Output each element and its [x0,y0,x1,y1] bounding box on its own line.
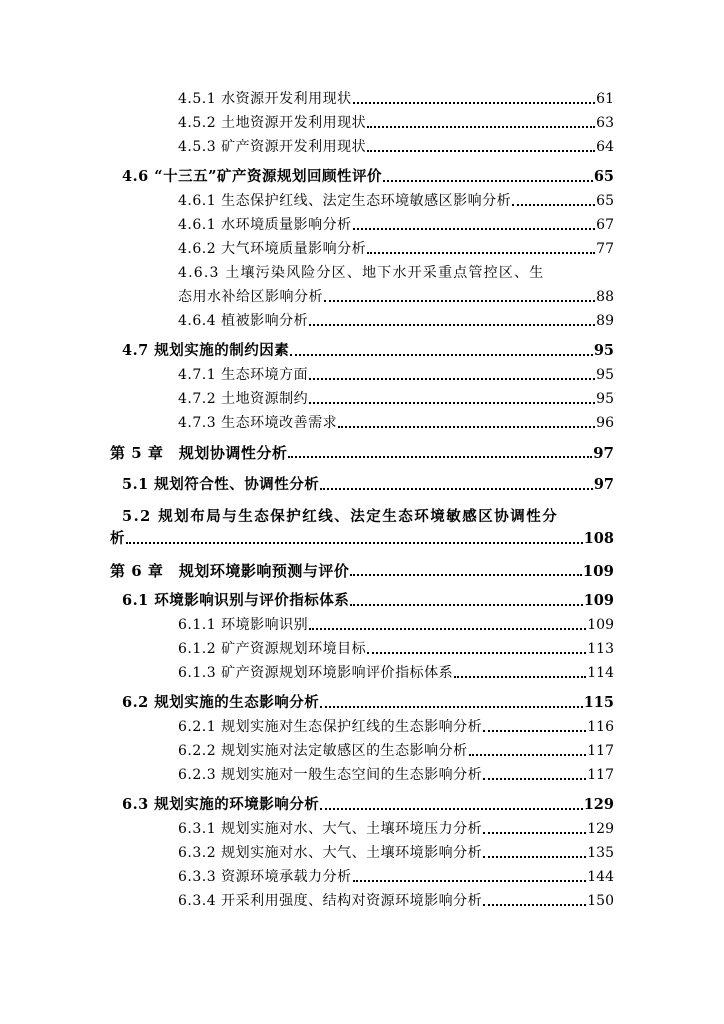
toc-entry-title: 4.6.1 水环境质量影响分析 [178,217,352,233]
toc-entry-page-number: 64 [596,139,614,155]
toc-entry-page-number: 115 [583,694,614,711]
toc-entry-page-number: 117 [587,767,614,783]
leader-dots [353,102,596,104]
toc-entry-title: 6.1.2 矿产资源规划环境目标 [178,641,367,657]
toc-entry-page-number: 108 [583,530,614,547]
toc-entry-title: 5.1 规划符合性、协调性分析 [122,476,320,493]
toc-entry-page-number: 109 [583,592,614,609]
toc-entry-page-number: 96 [596,415,614,431]
toc-entry-title: 6.3.4 开采利用强度、结构对资源环境影响分析 [178,893,483,909]
toc-entry [122,592,614,610]
toc-entry [122,168,614,186]
toc-entry-title: 6.2.3 规划实施对一般生态空间的生态影响分析 [178,767,483,783]
toc-entry-page-number: 97 [593,444,614,462]
toc-entry-page-number: 150 [587,893,614,909]
toc-entry-title: 4.6 “十三五”矿产资源规划回顾性评价 [122,168,382,185]
toc-entry-page-number: 129 [587,821,614,837]
toc-entry-title: 6.1.1 环境影响识别 [178,617,309,633]
toc-entry [178,192,614,210]
toc-entry [178,138,614,156]
toc-entry-title: 第 5 章 规划协调性分析 [110,444,288,462]
toc-entry [178,892,614,910]
toc-entry-page-number: 117 [587,743,614,759]
toc-entry-page-number: 95 [593,342,614,359]
toc-entry-page-number: 61 [596,91,614,107]
leader-dots [353,880,587,882]
toc-entry-page-number: 113 [587,641,614,657]
toc-entry [178,366,614,384]
toc-entry [178,766,614,784]
toc-entry [178,312,614,330]
toc-entry [178,844,614,862]
toc-entry-title: 析 [110,530,125,547]
leader-dots [454,676,586,678]
toc-entry-title: 4.7.2 土地资源制约 [178,391,309,407]
toc-entry-title: 6.3.3 资源环境承载力分析 [178,869,352,885]
toc-entry [178,414,614,432]
leader-dots [320,706,582,708]
toc-entry-title: 4.6.2 大气环境质量影响分析 [178,241,367,257]
leader-dots [338,426,595,428]
toc-entry [178,616,614,634]
toc-entry-page-number: 88 [596,289,614,305]
toc-entry-title: 第 6 章 规划环境影响预测与评价 [110,562,350,580]
toc-entry-page-number: 67 [596,217,614,233]
toc-entry [122,476,614,494]
toc-entry-title: 4.5.3 矿产资源开发利用现状 [178,139,367,155]
toc-entry [110,562,614,580]
toc-entry-page-number: 77 [596,241,614,257]
leader-dots [309,402,595,404]
toc-entry [178,718,614,736]
toc-entry-title: 6.2.1 规划实施对生态保护红线的生态影响分析 [178,719,483,735]
leader-dots [367,150,595,152]
toc-entry-page-number: 63 [596,115,614,131]
toc-entry-title: 4.5.2 土地资源开发利用现状 [178,115,367,131]
leader-dots [367,252,595,254]
leader-dots [512,204,595,206]
leader-dots [483,904,586,906]
toc-entry-title: 4.5.1 水资源开发利用现状 [178,91,352,107]
toc-entry [178,820,614,838]
toc-entry-page-number: 135 [587,845,614,861]
toc-entry-page-number: 109 [587,617,614,633]
toc-entry-page-number: 109 [582,562,614,580]
toc-entry-title: 4.6.1 生态保护红线、法定生态环境敏感区影响分析 [178,193,512,209]
toc-entry-title: 6.3 规划实施的环境影响分析 [122,796,320,813]
toc-entry [178,742,614,760]
leader-dots [367,652,586,654]
leader-dots [483,778,586,780]
toc-entry-title: 4.6.4 植被影响分析 [178,313,309,329]
toc-entry [178,868,614,886]
toc-entry [178,216,614,234]
leader-dots [483,730,586,732]
leader-dots [290,354,593,356]
toc-entry [178,664,614,682]
leader-dots [483,832,586,834]
leader-dots [367,126,595,128]
leader-dots [350,604,582,606]
toc-entry-title: 4.7.3 生态环境改善需求 [178,415,338,431]
toc-entry [178,288,614,306]
leader-dots [309,324,595,326]
leader-dots [324,300,595,302]
toc-entry [122,342,614,360]
toc-entry [178,390,614,408]
leader-dots [309,378,595,380]
toc-entry [178,240,614,258]
leader-dots [383,180,593,182]
toc-entry-title: 6.1 环境影响识别与评价指标体系 [122,592,350,609]
toc-entry-title: 4.7.1 生态环境方面 [178,367,309,383]
toc-entry-page-number: 116 [587,719,614,735]
toc-entry-page-number: 97 [593,476,614,493]
toc-entry-title: 6.3.2 规划实施对水、大气、土壤环境影响分析 [178,845,483,861]
leader-dots [353,228,596,230]
toc-entry [178,640,614,658]
toc-entry [110,444,614,462]
toc-entry-title: 6.3.1 规划实施对水、大气、土壤环境压力分析 [178,821,483,837]
toc-entry-title-line: 5.2 规划布局与生态保护红线、法定生态环境敏感区协调性分 [122,508,559,525]
leader-dots [126,542,583,544]
toc-entry [178,114,614,132]
toc-entry [178,90,614,108]
toc-entry [110,530,614,548]
toc-entry-title: 6.2.2 规划实施对法定敏感区的生态影响分析 [178,743,468,759]
toc-entry-page-number: 95 [596,367,614,383]
toc-entry [122,694,614,712]
leader-dots [350,574,581,576]
toc-entry-page-number: 114 [587,665,614,681]
leader-dots [309,628,586,630]
leader-dots [469,754,587,756]
toc-entry-page-number: 65 [593,168,614,185]
leader-dots [483,856,586,858]
toc-entry-page-number: 95 [596,391,614,407]
toc-entry-title: 态用水补给区影响分析 [178,289,323,305]
toc-entry-title: 6.2 规划实施的生态影响分析 [122,694,320,711]
toc-entry-page-number: 65 [596,193,614,209]
toc-entry [122,796,614,814]
toc-entry-title: 4.7 规划实施的制约因素 [122,342,290,359]
leader-dots [288,456,592,458]
leader-dots [320,808,582,810]
toc-entry-title-line: 4.6.3 土壤污染风险分区、地下水开采重点管控区、生 [178,265,545,281]
toc-entry-page-number: 89 [596,313,614,329]
toc-entry-page-number: 144 [587,869,614,885]
toc-entry-page-number: 129 [583,796,614,813]
leader-dots [320,488,593,490]
toc-entry-title: 6.1.3 矿产资源规划环境影响评价指标体系 [178,665,454,681]
